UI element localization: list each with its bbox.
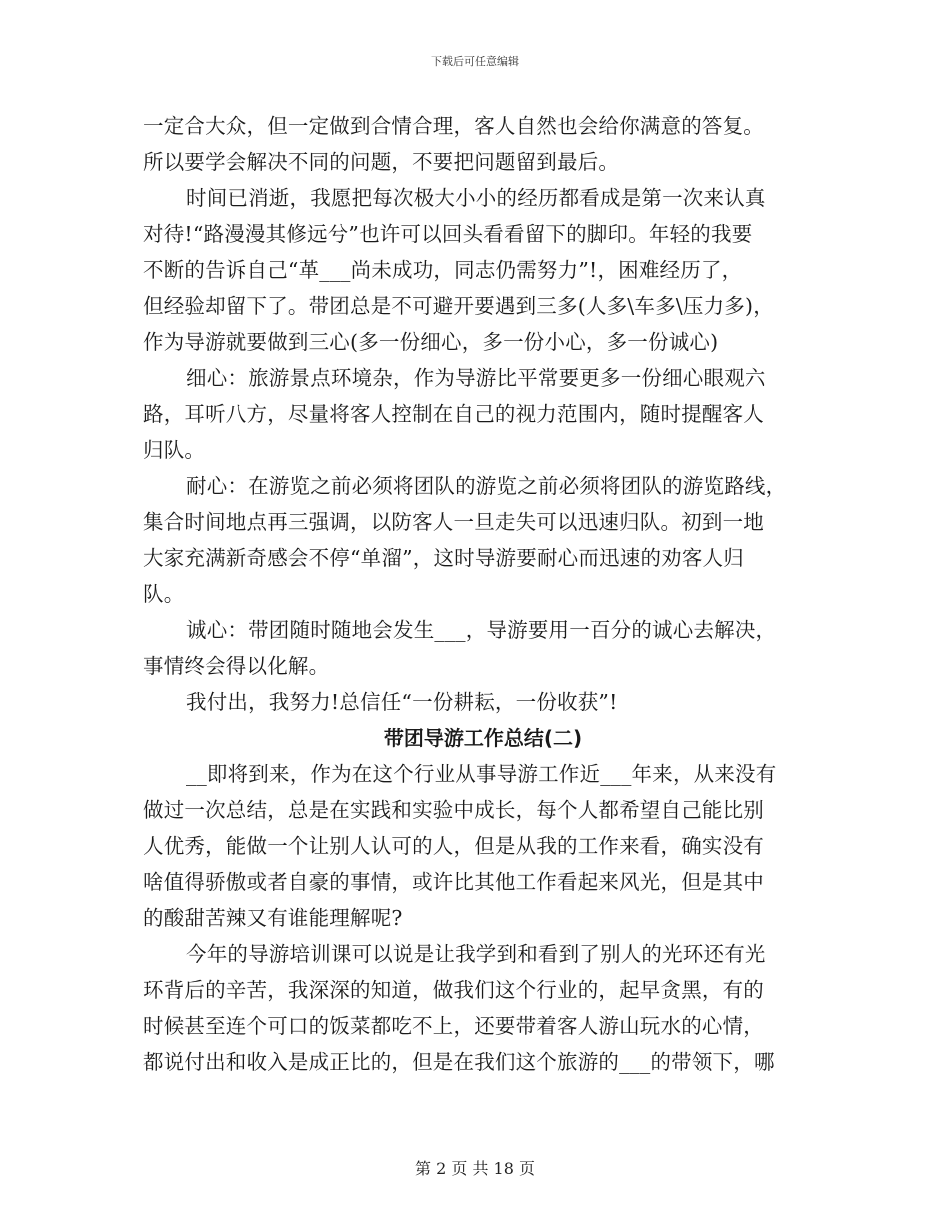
text-line: 一定合大众，但一定做到合情合理，客人自然也会给你满意的答复。 <box>143 114 764 138</box>
text-line: 细心：旅游景点环境杂，作为导游比平常要更多一份细心眼观六 <box>186 366 766 390</box>
text-line: 事情终会得以化解。 <box>143 654 330 678</box>
text-line: __即将到来，作为在这个行业从事导游工作近___年来，从来没有 <box>186 762 777 786</box>
document-body <box>143 108 803 1080</box>
text-line: 大家充满新奇感会不停“单溜”，这时导游要耐心而迅速的劝客人归 <box>143 546 744 570</box>
text-line: 不断的告诉自己“革___尚未成功，同志仍需努力”!，困难经历了， <box>143 258 743 282</box>
text-line: 队。 <box>143 582 185 606</box>
page-header: 下载后可任意编辑 <box>431 55 519 68</box>
text-line: 的酸甜苦辣又有谁能理解呢? <box>143 906 403 930</box>
text-line: 路，耳听八方，尽量将客人控制在自己的视力范围内，随时提醒客人 <box>143 402 764 426</box>
text-line: 诚心：带团随时随地会发生___，导游要用一百分的诚心去解决， <box>186 618 777 642</box>
text-line: 时候甚至连个可口的饭菜都吃不上，还要带着客人游山玩水的心情， <box>143 1014 764 1038</box>
text-line: 环背后的辛苦，我深深的知道，做我们这个行业的，起早贪黑，有的 <box>143 978 764 1002</box>
text-line: 啥值得骄傲或者自豪的事情，或许比其他工作看起来风光，但是其中 <box>143 870 764 894</box>
page-footer: 第 2 页 共 18 页 <box>415 1159 535 1178</box>
text-line: 都说付出和收入是成正比的，但是在我们这个旅游的___的带领下，哪 <box>143 1050 775 1074</box>
text-line: 对待!“路漫漫其修远兮”也许可以回头看看留下的脚印。年轻的我要 <box>143 222 753 246</box>
text-line: 所以要学会解决不同的问题，不要把问题留到最后。 <box>143 150 620 174</box>
text-line: 做过一次总结，总是在实践和实验中成长，每个人都希望自己能比别 <box>143 798 764 822</box>
text-line: 集合时间地点再三强调，以防客人一旦走失可以迅速归队。初到一地 <box>143 510 764 534</box>
paragraphs-part-2 <box>143 756 803 1080</box>
text-line: 作为导游就要做到三心(多一份细心，多一份小心，多一份诚心) <box>143 330 719 354</box>
section-title: 带团导游工作总结(二) <box>383 726 583 750</box>
text-line: 但经验却留下了。带团总是不可避开要遇到三多(人多\车多\压力多)， <box>143 294 774 318</box>
text-line: 时间已消逝，我愿把每次极大小小的经历都看成是第一次来认真 <box>186 186 766 210</box>
text-line: 归队。 <box>143 438 206 462</box>
paragraphs-part-1 <box>143 108 803 720</box>
text-line: 耐心：在游览之前必须将团队的游览之前必须将团队的游览路线， <box>186 474 787 498</box>
text-line: 我付出，我努力!总信任“一份耕耘，一份收获”! <box>186 690 618 714</box>
text-line: 今年的导游培训课可以说是让我学到和看到了别人的光环还有光 <box>186 942 766 966</box>
text-line: 人优秀，能做一个让别人认可的人，但是从我的工作来看，确实没有 <box>143 834 764 858</box>
